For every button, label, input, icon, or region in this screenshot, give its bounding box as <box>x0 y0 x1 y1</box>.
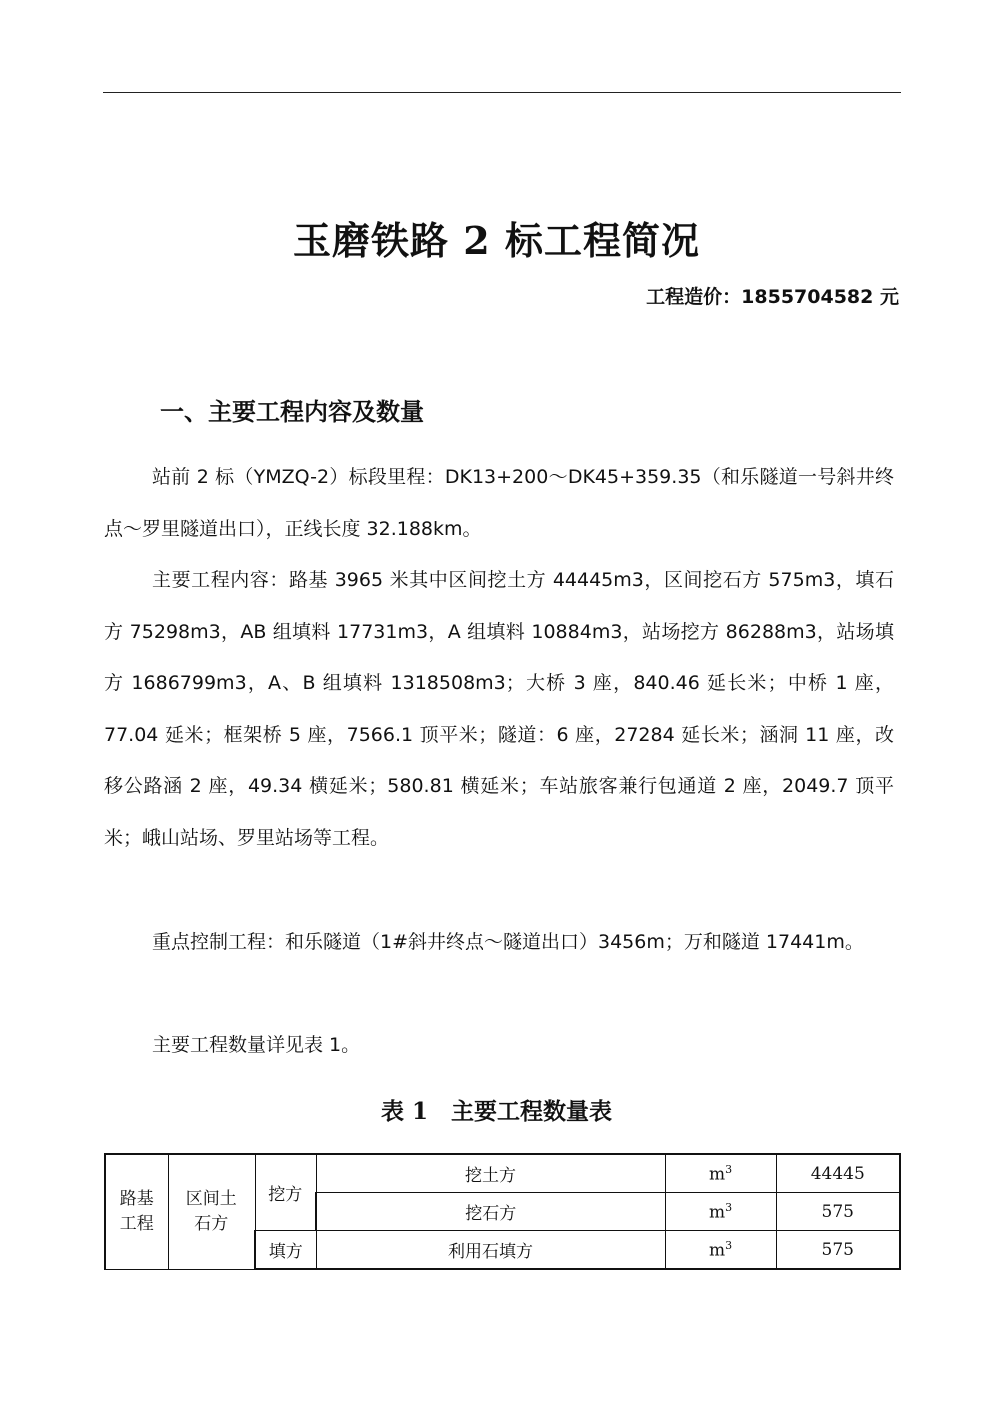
header-rule <box>103 92 901 93</box>
subcategory-cell: 区间土石方 <box>168 1154 255 1269</box>
item-cell: 利用石填方 <box>316 1231 665 1270</box>
paragraph-main-works: 主要工程内容：路基 3965 米其中区间挖土方 44445m3，区间挖石方 575m3，填石方 75298m3，AB 组填料 17731m3，A 组填料 10884m3，站场挖方 86288m3，站场填方 1686799m3，A、B 组填料 1318508m3；大桥 3 座，840.46 延长米；中桥 1 座，77.04 延米；框架桥 5 座，7566.1 顶平米；隧道：6 座，27284 延长米；涵洞 11 座，改移公路涵 2 座，49.34 横延米；580.81 横延米；车站旅客兼行包通道 2 座，2049.7 顶平米；峨山站场、罗里站场等工程。 <box>104 569 894 849</box>
table-row <box>105 1154 900 1193</box>
item-cell: 挖土方 <box>316 1154 665 1193</box>
unit-cell: $m^3$ <box>665 1193 776 1231</box>
paragraph-key-works: 重点控制工程：和乐隧道（1#斜井终点～隧道出口）3456m；万和隧道 17441m。 <box>152 931 864 953</box>
paragraph-table-reference: 主要工程数量详见表 1。 <box>152 1034 361 1056</box>
quantity-table <box>104 1153 901 1270</box>
category-cell: 路基工程 <box>105 1154 168 1269</box>
quantity-cell: 44445 <box>776 1154 900 1193</box>
unit-cell: $m^3$ <box>665 1231 776 1270</box>
section-heading: 一、主要工程内容及数量 <box>160 398 424 426</box>
item-cell: 挖石方 <box>316 1193 665 1231</box>
unit-cell: $m^3$ <box>665 1154 776 1193</box>
project-cost: 工程造价：1855704582 元 <box>646 286 899 308</box>
table-caption: 表 1 主要工程数量表 <box>380 1098 612 1125</box>
document-title: 玉磨铁路 2 标工程简况 <box>293 218 700 263</box>
paragraph-section-mileage: 站前 2 标（YMZQ-2）标段里程：DK13+200～DK45+359.35（和乐隧道一号斜井终点～罗里隧道出口），正线长度 32.188km。 <box>104 466 894 540</box>
group-dig-cell: 挖方 <box>255 1154 316 1231</box>
group-fill-cell: 填方 <box>255 1231 316 1270</box>
quantity-cell: 575 <box>776 1193 900 1231</box>
quantity-cell: 575 <box>776 1231 900 1270</box>
